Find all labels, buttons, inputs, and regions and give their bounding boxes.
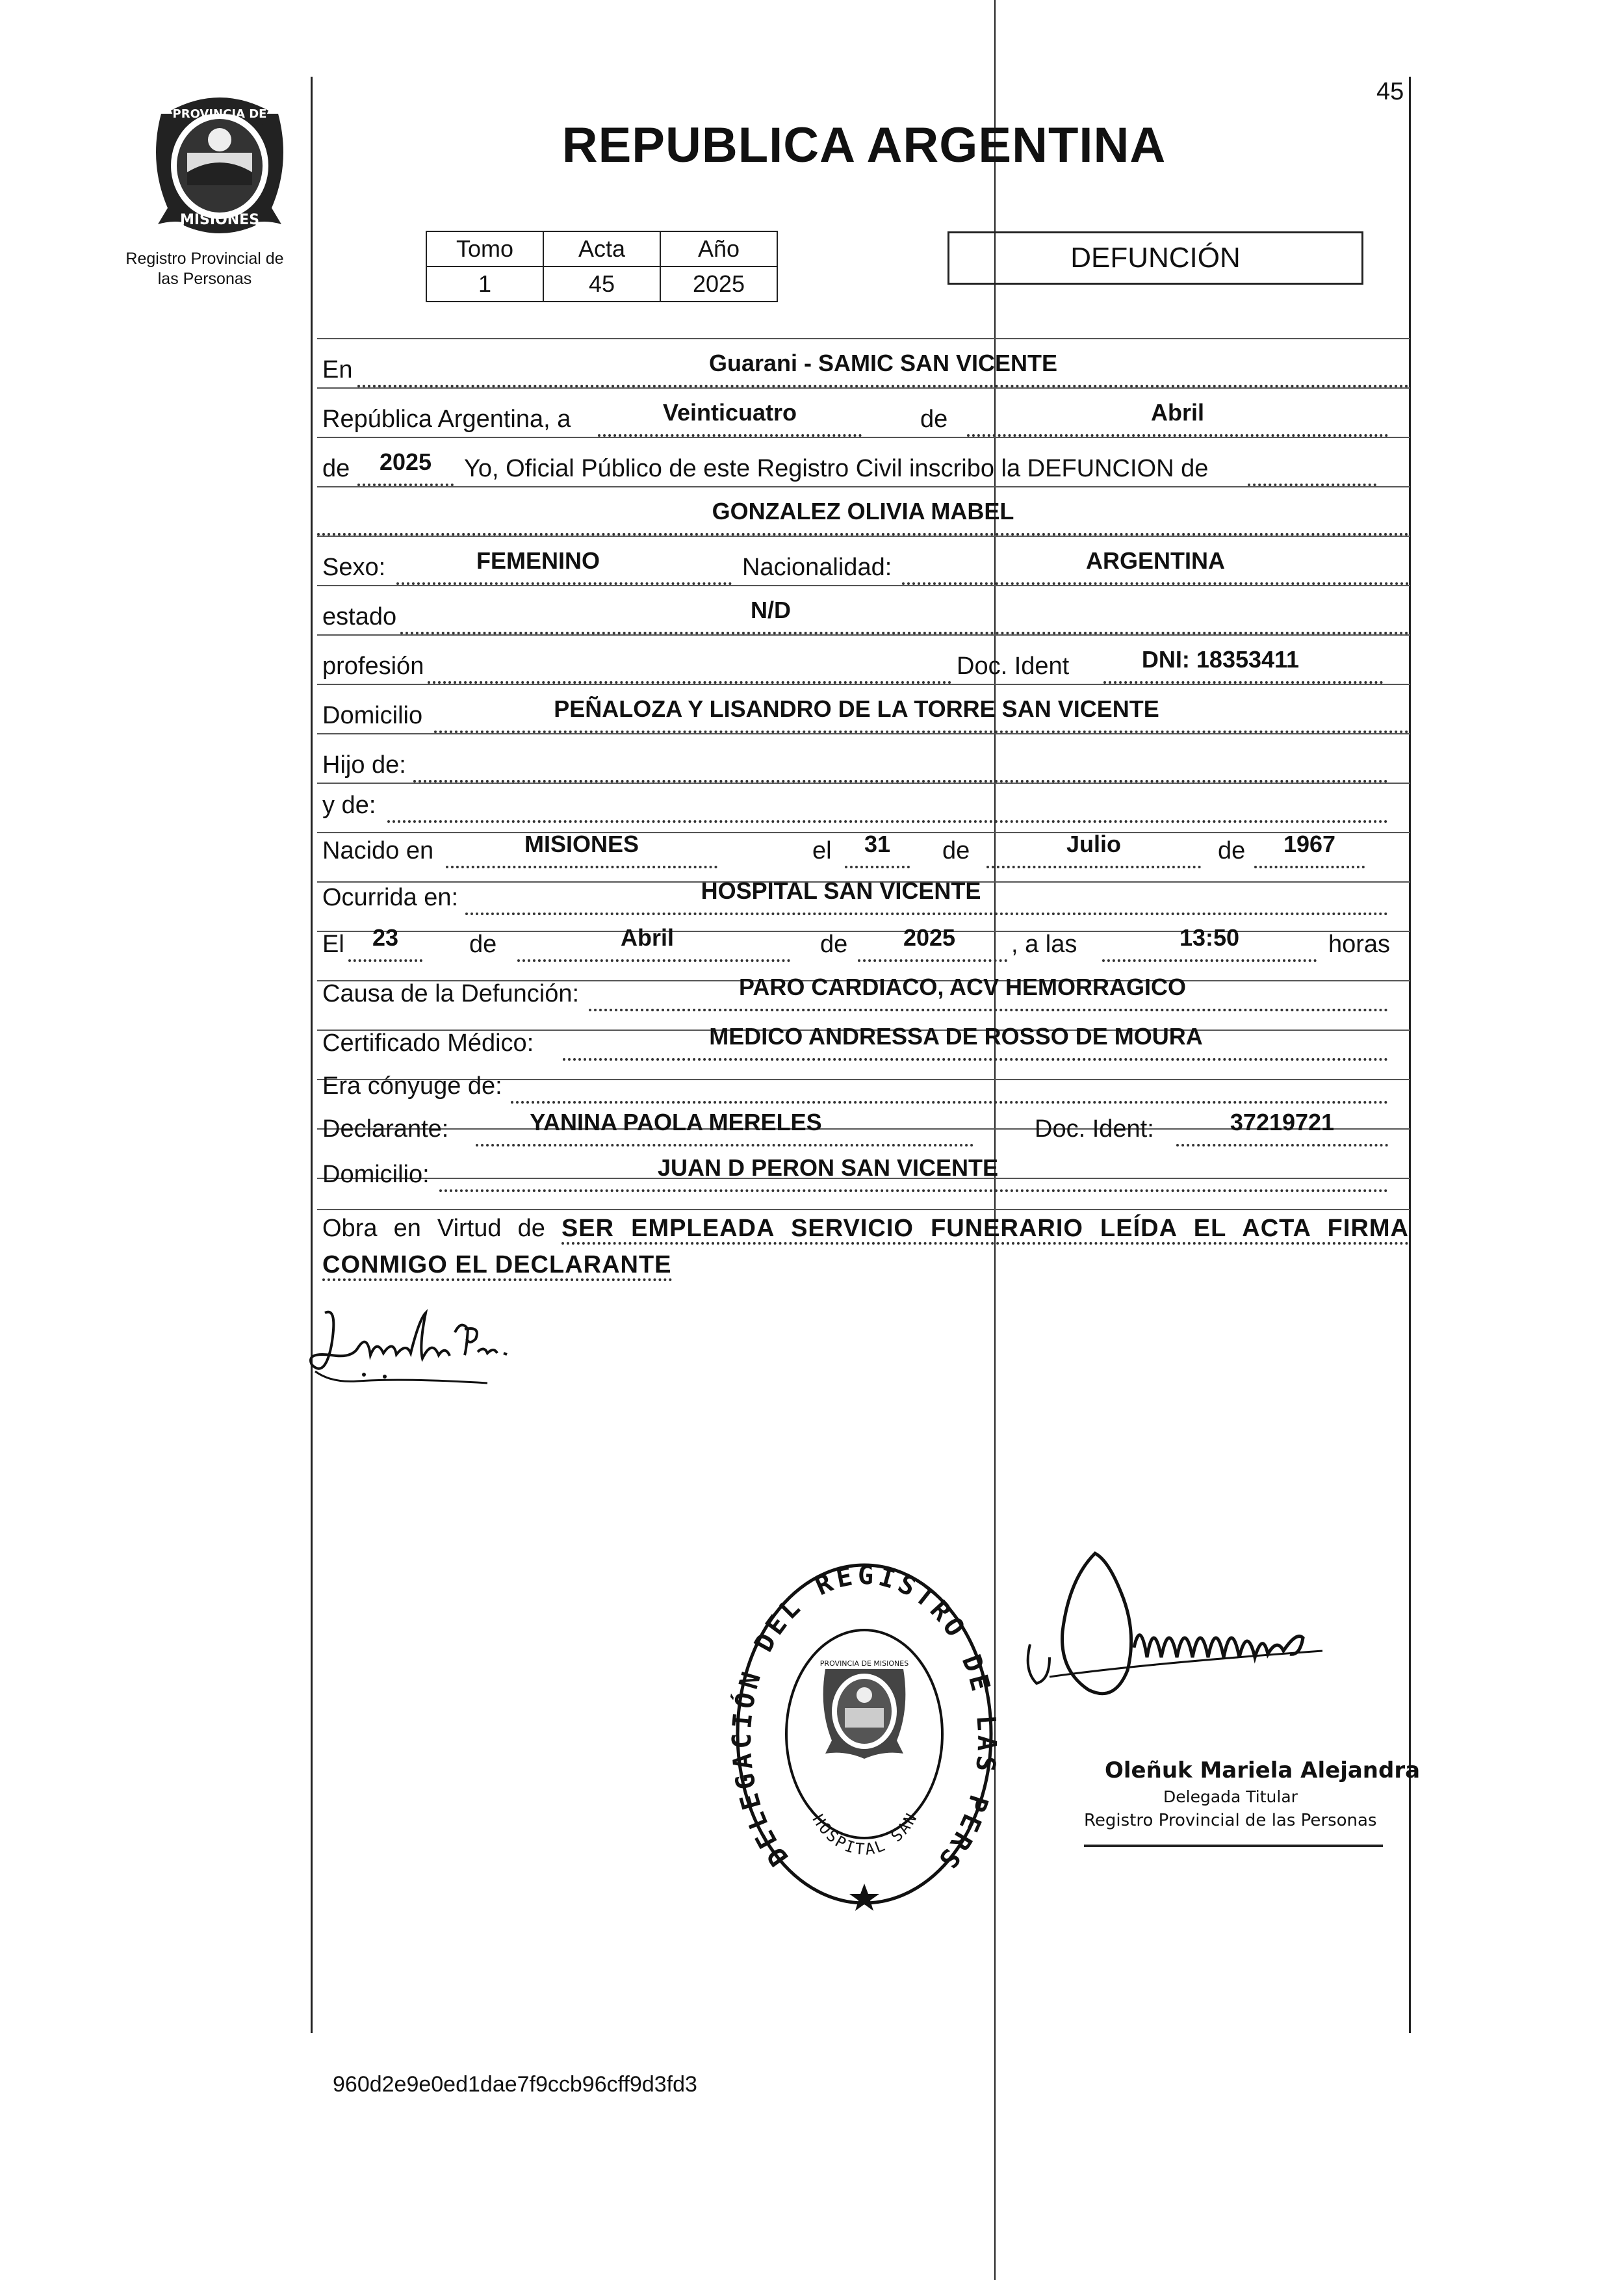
nacido-lugar-dots	[446, 866, 717, 868]
estado-dots	[400, 632, 1409, 634]
acta-table-value-row	[426, 266, 777, 302]
nombre-value: GONZALEZ OLIVIA MABEL	[712, 498, 1014, 525]
obra-label: Obra en Virtud de	[322, 1215, 545, 1242]
delegada-role: Delegada Titular	[1163, 1787, 1298, 1806]
nacido-lugar: MISIONES	[524, 831, 639, 857]
row-separator	[317, 437, 1410, 438]
doc-dots	[1103, 681, 1383, 684]
nacido-label: Nacido en	[322, 837, 434, 864]
nac-mes: Julio	[1066, 831, 1121, 857]
obra-value: SER EMPLEADA SERVICIO FUNERARIO LEÍDA EL ACTA FIRMA CONMIGO EL DECLARANTE	[322, 1215, 1409, 1281]
mes-value: Abril	[1150, 399, 1204, 426]
nac-dia-dots	[845, 866, 910, 868]
oficial-text: Yo, Oficial Público de este Registro Civil inscribo la DEFUNCION de	[464, 455, 1209, 482]
stamp-inner-text: HOSPITAL SAN	[808, 1809, 922, 1859]
dia-value: Veinticuatro	[662, 399, 797, 426]
sexo-label: Sexo:	[322, 554, 386, 581]
yde-label: y de:	[322, 792, 376, 819]
doc-value: DNI: 18353411	[1141, 646, 1300, 673]
domicilio2-dots	[439, 1189, 1388, 1192]
acta-header-acta: Acta	[543, 231, 660, 266]
registro-label-line-2: las Personas	[157, 270, 252, 288]
nac-anio-dots	[1254, 866, 1365, 868]
nac-de2-label: de	[1218, 837, 1246, 864]
def-dia: 23	[372, 924, 399, 951]
certificado-value: MEDICO ANDRESSA DE ROSSO DE MOURA	[709, 1023, 1203, 1050]
domicilio-dots	[434, 731, 1409, 733]
hora-value: 13:50	[1179, 924, 1240, 951]
el-label: el	[812, 837, 832, 864]
delegada-org: Registro Provincial de las Personas	[1084, 1811, 1377, 1830]
El-label: El	[322, 931, 344, 958]
declarante-dots	[476, 1144, 973, 1146]
row-separator	[317, 387, 1410, 389]
ocurrida-label: Ocurrida en:	[322, 884, 459, 911]
row-separator	[317, 783, 1410, 784]
en-dots	[357, 385, 1409, 387]
estado-label: estado	[322, 603, 397, 630]
de-label: de	[920, 406, 948, 433]
def-mes: Abril	[620, 924, 674, 951]
scan-fold-line	[994, 0, 996, 2280]
def-de-label: de	[469, 931, 497, 958]
signature-underline	[1084, 1845, 1383, 1847]
nacionalidad-label: Nacionalidad:	[742, 554, 892, 581]
horas-label: horas	[1328, 931, 1391, 958]
def-mes-dots	[517, 959, 790, 962]
acta-value-tomo: 1	[426, 266, 543, 302]
obra-paragraph	[317, 1210, 1409, 1283]
dia-dots	[598, 434, 862, 437]
acta-header-anio: Año	[660, 231, 777, 266]
causa-dots	[589, 1009, 1388, 1011]
registro-label-line-1: Registro Provincial de	[125, 250, 284, 268]
declarante-doc-dots	[1176, 1144, 1388, 1146]
domicilio2-value: JUAN D PERON SAN VICENTE	[657, 1154, 999, 1181]
hora-dots	[1102, 959, 1317, 962]
row-separator	[317, 684, 1410, 685]
declarante-doc: 37219721	[1230, 1109, 1335, 1135]
certificado-label: Certificado Médico:	[322, 1030, 534, 1057]
stamp-shield-icon	[823, 1669, 906, 1759]
logo-text-bottom: MISIONES	[179, 212, 260, 228]
sexo-value: FEMENINO	[476, 547, 600, 574]
row-separator	[317, 733, 1410, 734]
profesion-dots	[428, 681, 951, 684]
acta-value-acta: 45	[543, 266, 660, 302]
certificado-dots	[563, 1058, 1388, 1061]
sexo-dots	[396, 582, 732, 585]
left-margin-line	[311, 77, 313, 2033]
ocurrida-value: HOSPITAL SAN VICENTE	[701, 877, 981, 904]
conyuge-dots	[511, 1101, 1388, 1104]
declarante-signature	[305, 1293, 552, 1410]
declarante-label: Declarante:	[322, 1115, 449, 1143]
row-separator	[317, 486, 1410, 487]
domicilio2-label: Domicilio:	[322, 1161, 430, 1188]
page-title	[0, 117, 1624, 174]
page-number: 45	[1376, 78, 1404, 105]
def-anio: 2025	[903, 924, 956, 951]
registro-label	[104, 249, 305, 289]
nac-anio: 1967	[1283, 831, 1336, 857]
hijo-dots	[413, 780, 1388, 783]
tipo-acta-box: DEFUNCIÓN	[947, 231, 1363, 285]
logo-text-top: PROVINCIA DE	[172, 107, 267, 121]
nac-mes-dots	[986, 866, 1201, 868]
row-separator	[317, 338, 1410, 339]
page-title-text: REPUBLICA ARGENTINA	[561, 118, 1166, 173]
star-icon	[849, 1884, 879, 1911]
conyuge-label: Era cónyuge de:	[322, 1072, 502, 1100]
de-anio-label: de	[322, 455, 350, 482]
acta-table	[426, 231, 778, 302]
right-margin-line	[1409, 77, 1411, 2033]
declarante-value: YANINA PAOLA MERELES	[530, 1109, 822, 1135]
anio-value: 2025	[379, 448, 432, 475]
oficial-dots	[1248, 484, 1376, 486]
doc-label: Doc. Ident	[957, 653, 1070, 680]
nac-de-label: de	[942, 837, 970, 864]
stamp-outer-text: DELEGACIÓN DEL REGISTRO DE LAS PERS	[728, 1560, 1001, 1877]
domicilio-label: Domicilio	[322, 702, 423, 729]
nombre-dots	[317, 533, 1409, 536]
row-separator	[317, 585, 1410, 586]
en-label: En	[322, 356, 353, 383]
row-separator	[317, 536, 1410, 537]
hijo-label: Hijo de:	[322, 751, 406, 779]
profesion-label: profesión	[322, 653, 424, 680]
nac-dia: 31	[864, 831, 891, 857]
delegada-signature	[1011, 1540, 1413, 1722]
acta-header-tomo: Tomo	[426, 231, 543, 266]
acta-value-anio: 2025	[660, 266, 777, 302]
anio-dots	[357, 484, 454, 486]
mes-dots	[967, 434, 1388, 437]
stamp-center-text: PROVINCIA DE MISIONES	[819, 1659, 909, 1668]
yde-dots	[387, 820, 1388, 823]
alas-label: , a las	[1011, 931, 1077, 958]
causa-value: PARO CARDIACO, ACV HEMORRAGICO	[738, 974, 1186, 1000]
nacionalidad-value: ARGENTINA	[1086, 547, 1225, 574]
estado-value: N/D	[751, 597, 791, 623]
acta-table-header-row	[426, 231, 777, 266]
delegada-name: Oleñuk Mariela Alejandra	[1105, 1757, 1421, 1783]
def-de2-label: de	[820, 931, 848, 958]
official-stamp	[728, 1552, 1001, 1919]
en-value: Guarani - SAMIC SAN VICENTE	[708, 350, 1058, 376]
ocurrida-dots	[465, 913, 1388, 915]
nacionalidad-dots	[902, 582, 1409, 585]
document-hash: 960d2e9e0ed1dae7f9ccb96cff9d3fd3	[333, 2072, 697, 2097]
causa-label: Causa de la Defunción:	[322, 980, 580, 1007]
def-anio-dots	[858, 959, 1007, 962]
doc-ident-label: Doc. Ident:	[1035, 1115, 1154, 1143]
def-dia-dots	[348, 959, 422, 962]
row-separator	[317, 634, 1410, 636]
domicilio-value: PEÑALOZA Y LISANDRO DE LA TORRE SAN VICENTE	[554, 695, 1159, 722]
republica-label: República Argentina, a	[322, 406, 571, 433]
